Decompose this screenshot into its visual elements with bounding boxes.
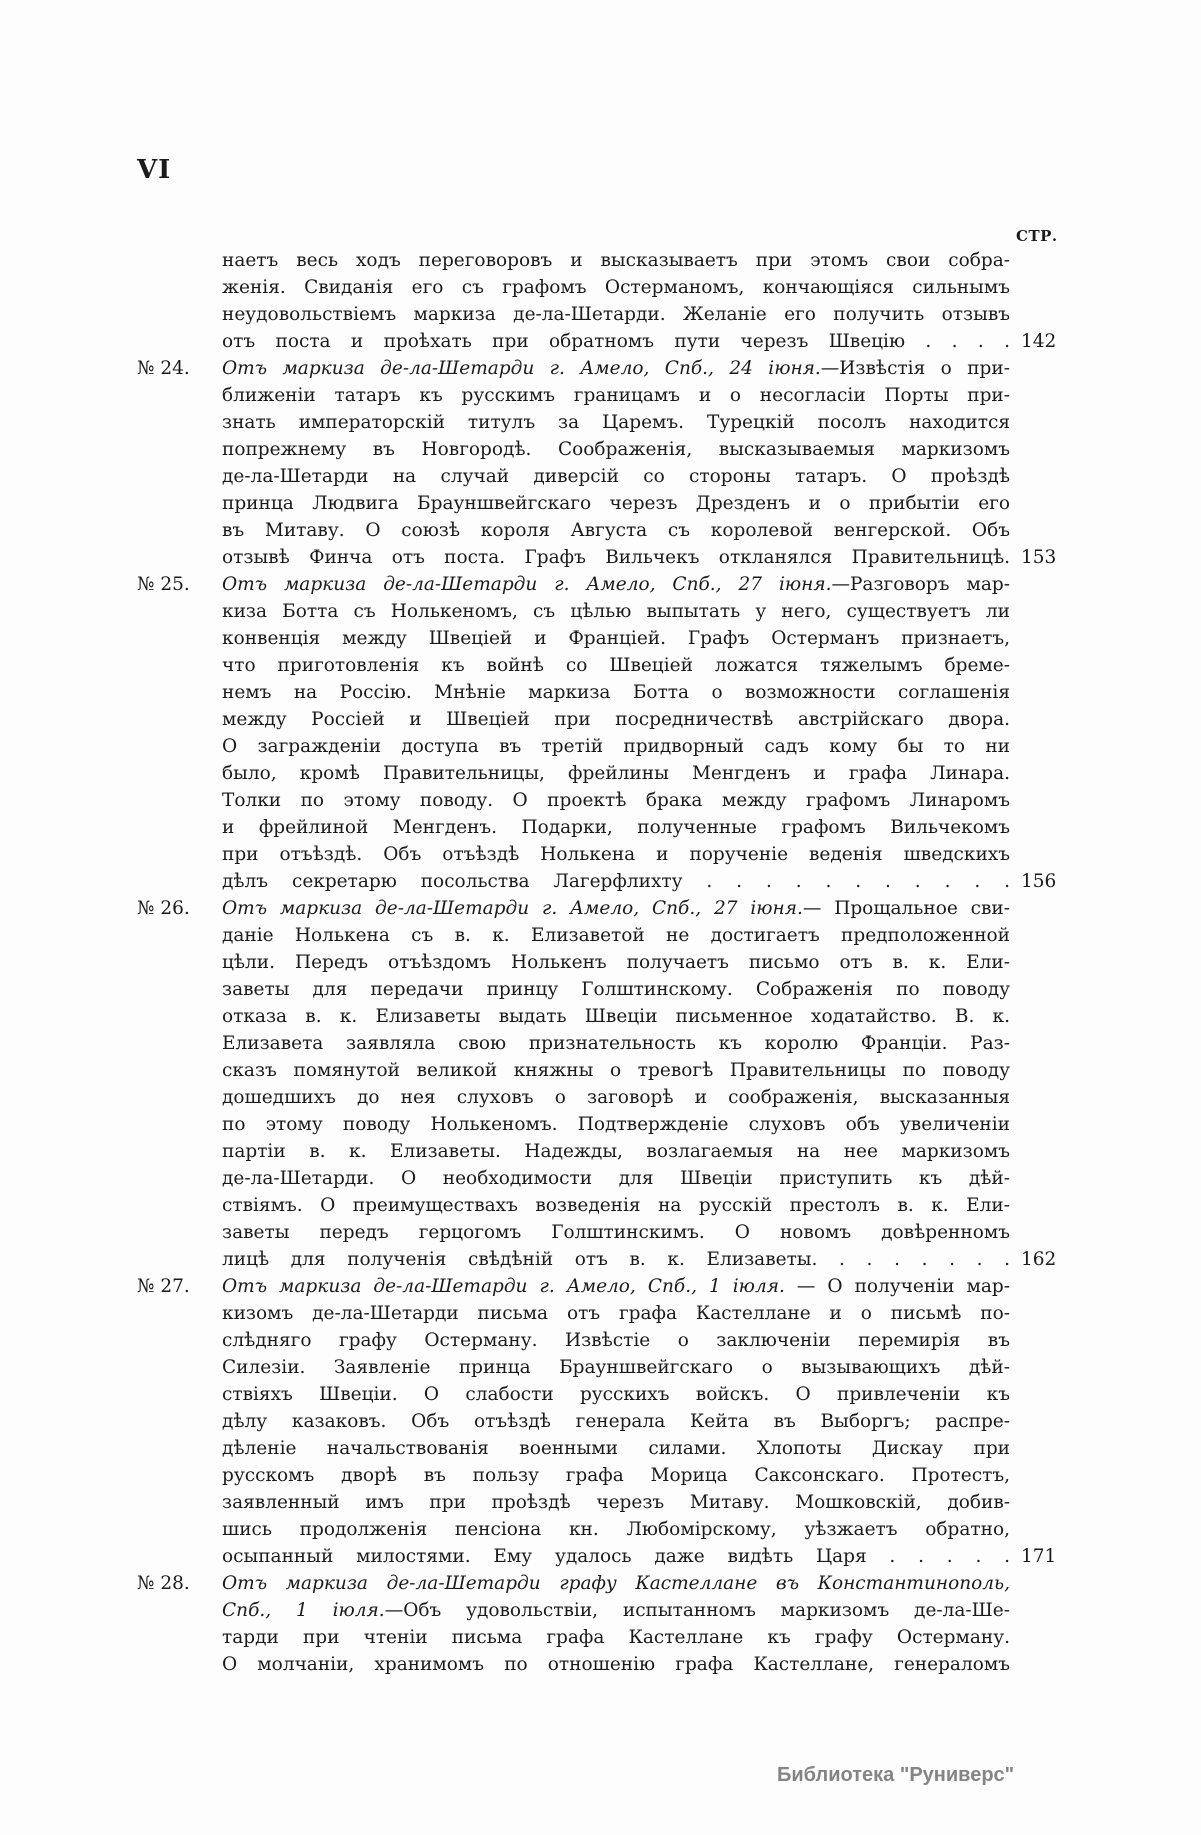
text-line: сказъ помянутой великой княжны о тревогѣ Правительницы по поводу — [222, 1060, 1010, 1081]
toc-entry — [137, 571, 1057, 895]
text-line: дѣлъ секретарю посольства Лагерфлихту . . . . . . . . . . . — [222, 871, 1010, 892]
text-line: ствіямъ. О преимуществахъ возведенія на русскій престолъ в. к. Ели- — [222, 1195, 1010, 1216]
text-line: Елизавета заявляла свою признательность къ королю Франціи. Раз- — [222, 1033, 1010, 1054]
text-line: и фрейлиной Менгденъ. Подарки, полученные графомъ Вильчекомъ — [222, 817, 1010, 838]
text-line: даніе Нолькена съ в. к. Елизаветой не достигаетъ предположенной — [222, 925, 1010, 946]
text-line: дѣленіе начальствованія военными силами. Хлопоты Дискау при — [222, 1438, 1010, 1459]
toc-entry — [222, 247, 1057, 355]
text-line: заветы передъ герцогомъ Голштинскимъ. О новомъ довѣренномъ — [222, 1222, 1010, 1243]
text-line: русскомъ дворѣ въ пользу графа Морица Саксонскаго. Протестъ, — [222, 1465, 1010, 1486]
text-line: неудовольствіемъ маркиза де-ла-Шетарди. Желаніе его получить отзывъ — [222, 304, 1010, 325]
entry-page-number: 171 — [1021, 1546, 1057, 1567]
text-line: что приготовленія къ войнѣ со Швеціей ложатся тяжелымъ бреме- — [222, 655, 1010, 676]
text-line: слѣдняго графу Остерману. Извѣстіе о заключеніи перемирія въ — [222, 1330, 1010, 1351]
text-line: при отъѣздѣ. Объ отъѣздѣ Нолькена и порученіе веденія шведскихъ — [222, 844, 1010, 865]
entry-number: № 28. — [137, 1573, 190, 1594]
table-of-contents — [137, 247, 1057, 1678]
text-line: киза Ботта съ Нолькеномъ, съ цѣлью выпытать у него, существуетъ ли — [222, 601, 1010, 622]
toc-entry — [137, 895, 1057, 1273]
entry-text — [222, 1570, 1010, 1678]
text-line: ближеніи татаръ къ русскимъ границамъ и о несогласіи Порты при- — [222, 385, 1010, 406]
entry-text — [222, 355, 1010, 571]
text-line: партіи в. к. Елизаветы. Надежды, возлагаемыя на нее маркизомъ — [222, 1141, 1010, 1162]
text-line: лицѣ для полученія свѣдѣній отъ в. к. Елизаветы. . . . . . . . — [222, 1249, 1010, 1270]
entry-text — [222, 571, 1010, 895]
text-line: отъ поста и проѣхать при обратномъ пути черезъ Швецію . . . . — [222, 331, 1010, 352]
text-line: заявленный имъ при проѣздѣ черезъ Митаву. Мошковскій, добив- — [222, 1492, 1010, 1513]
text-line: по этому поводу Нолькеномъ. Подтвержденіе слуховъ объ увеличеніи — [222, 1114, 1010, 1135]
text-line: шись продолженія пенсіона кн. Любомірскому, уѣзжаетъ обратно, — [222, 1519, 1010, 1540]
entry-page-number: 162 — [1021, 1249, 1057, 1270]
text-line: наетъ весь ходъ переговоровъ и высказываетъ при этомъ свои собра- — [222, 250, 1010, 271]
text-line: Отъ маркиза де-ла-Шетарди г. Амело, Спб., 27 іюня.—Разговоръ мар- — [222, 574, 1010, 595]
entry-text — [222, 1273, 1010, 1570]
text-line: отзывѣ Финча отъ поста. Графъ Вильчекъ откланялся Правительницѣ. — [222, 547, 1010, 568]
text-line: отказа в. к. Елизаветы выдать Швеціи письменное ходатайство. В. к. — [222, 1006, 1010, 1027]
text-line: между Россіей и Швеціей при посредничествѣ австрійскаго двора. — [222, 709, 1010, 730]
entry-page-number: 142 — [1021, 331, 1057, 352]
text-line: тарди при чтеніи письма графа Кастеллане къ графу Остерману. — [222, 1627, 1010, 1648]
text-line: немъ на Россію. Мнѣніе маркиза Ботта о возможности соглашенія — [222, 682, 1010, 703]
text-line: было, кромѣ Правительницы, фрейлины Менгденъ и графа Линара. — [222, 763, 1010, 784]
toc-entry — [137, 1570, 1010, 1678]
text-line: де-ла-Шетарди на случай диверсій со стороны татаръ. О проѣздѣ — [222, 466, 1010, 487]
entry-number: № 25. — [137, 574, 190, 595]
text-line: Силезіи. Заявленіе принца Брауншвейгскаго о вызывающихъ дѣй- — [222, 1357, 1010, 1378]
text-line: принца Людвига Брауншвейгскаго черезъ Дрезденъ и о прибытіи его — [222, 493, 1010, 514]
text-line: Отъ маркиза де-ла-Шетарди г. Амело, Спб., 24 іюня.—Извѣстія о при- — [222, 358, 1010, 379]
text-line: дѣлу казаковъ. Объ отъѣздѣ генерала Кейта въ Выборгъ; распре- — [222, 1411, 1010, 1432]
toc-entry — [137, 1273, 1057, 1570]
text-line: О загражденіи доступа въ третій придворный садъ кому бы то ни — [222, 736, 1010, 757]
watermark-runivers: Библиотека "Руниверс" — [777, 1764, 1015, 1786]
text-line: дошедшихъ до нея слуховъ о заговорѣ и соображенія, высказанныя — [222, 1087, 1010, 1108]
entry-number: № 26. — [137, 898, 190, 919]
text-line: Отъ маркиза де-ла-Шетарди г. Амело, Спб., 1 іюля. — О полученіи мар- — [222, 1276, 1010, 1297]
text-line: Отъ маркиза де-ла-Шетарди г. Амело, Спб., 27 іюня.— Прощальное сви- — [222, 898, 1010, 919]
text-line: конвенція между Швеціей и Франціей. Графъ Остерманъ признаетъ, — [222, 628, 1010, 649]
entry-number: № 27. — [137, 1276, 190, 1297]
text-line: ствіяхъ Швеціи. О слабости русскихъ войскъ. О привлеченіи къ — [222, 1384, 1010, 1405]
text-line: знать императорскій титулъ за Царемъ. Турецкій посолъ находится — [222, 412, 1010, 433]
text-line: О молчаніи, хранимомъ по отношенію графа Кастеллане, генераломъ — [222, 1654, 1010, 1675]
text-line: въ Митаву. О союзѣ короля Августа съ королевой венгерской. Объ — [222, 520, 1010, 541]
text-line: заветы для передачи принцу Голштинскому. Сображенія по поводу — [222, 979, 1010, 1000]
page-column-header: СТР. — [1016, 227, 1058, 245]
text-line: цѣли. Передъ отъѣздомъ Нолькенъ получаетъ письмо отъ в. к. Ели- — [222, 952, 1010, 973]
text-line: Отъ маркиза де-ла-Шетарди графу Кастеллане въ Константинополь, — [222, 1573, 1010, 1594]
page-folio: VI — [137, 155, 172, 185]
entry-text — [222, 247, 1010, 355]
entry-page-number: 153 — [1021, 547, 1057, 568]
text-line: попрежнему въ Новгородѣ. Соображенія, высказываемыя маркизомъ — [222, 439, 1010, 460]
text-line: кизомъ де-ла-Шетарди письма отъ графа Кастеллане и о письмѣ по- — [222, 1303, 1010, 1324]
text-line: Толки по этому поводу. О проектѣ брака между графомъ Линаромъ — [222, 790, 1010, 811]
entry-text — [222, 895, 1010, 1273]
entry-page-number: 156 — [1021, 871, 1057, 892]
toc-entry — [137, 355, 1057, 571]
text-line: женія. Свиданія его съ графомъ Остерманомъ, кончающіяся сильнымъ — [222, 277, 1010, 298]
text-line: осыпанный милостями. Ему удалось даже видѣть Царя . . . . . — [222, 1546, 1010, 1567]
text-line: Спб., 1 іюля.—Объ удовольствіи, испытанномъ маркизомъ де-ла-Ше- — [222, 1600, 1010, 1621]
entry-number: № 24. — [137, 358, 190, 379]
text-line: де-ла-Шетарди. О необходимости для Швеціи приступить къ дѣй- — [222, 1168, 1010, 1189]
